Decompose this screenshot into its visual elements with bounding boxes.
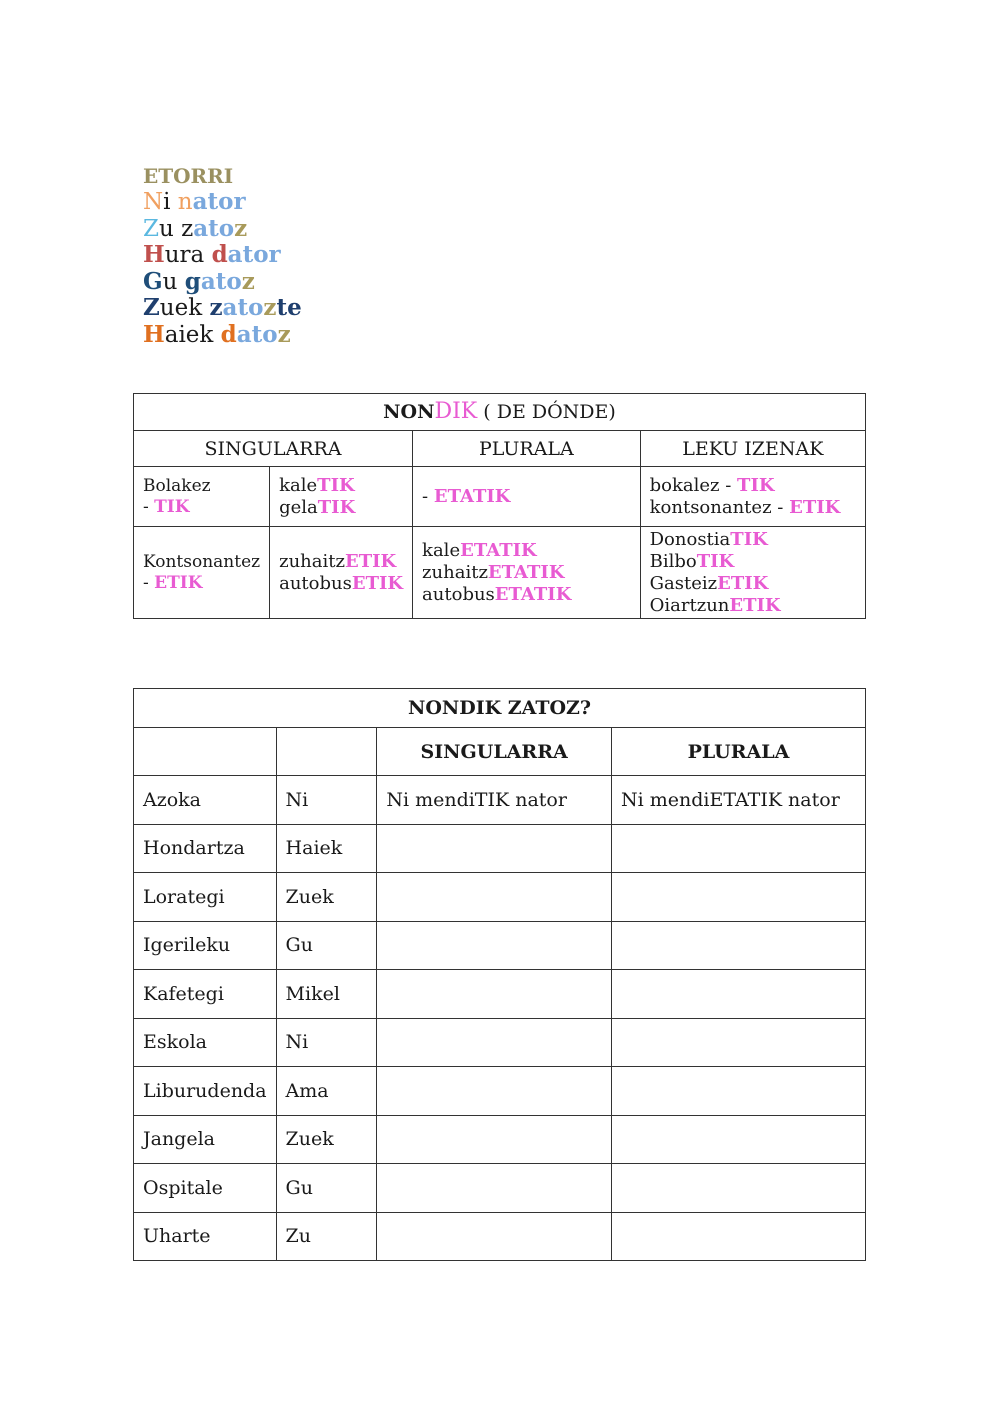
conjugation-row-gu xyxy=(143,269,302,296)
conjugation-part: uek xyxy=(159,295,210,321)
singular-answer-cell[interactable] xyxy=(377,824,612,873)
singular-answer-cell[interactable] xyxy=(377,1018,612,1067)
exercise-row xyxy=(134,873,866,922)
plural-answer-cell[interactable] xyxy=(611,970,865,1019)
conjugation-part: H xyxy=(143,241,165,268)
empty-header xyxy=(134,728,277,776)
col-singular: SINGULARRA xyxy=(377,728,612,776)
subject-cell: Zuek xyxy=(276,1115,377,1164)
singular-answer-cell[interactable] xyxy=(377,873,612,922)
verb-title: ETORRI xyxy=(143,164,234,188)
col-plural: PLURALA xyxy=(413,431,641,467)
conjugation-row-ni xyxy=(143,189,302,216)
place-cell: Hondartza xyxy=(134,824,277,873)
subject-cell: Gu xyxy=(276,1164,377,1213)
rule-label: Kontsonantez - ETIK xyxy=(134,527,270,619)
plural-answer-cell[interactable] xyxy=(611,921,865,970)
nondik-rules-table xyxy=(133,393,866,619)
singular-answer-cell[interactable] xyxy=(377,1164,612,1213)
place-cell: Ospitale xyxy=(134,1164,277,1213)
subject-cell: Mikel xyxy=(276,970,377,1019)
exercise-row xyxy=(134,1067,866,1116)
conjugation-part: z xyxy=(209,294,223,321)
singular-examples: kaleTIK gelaTIK xyxy=(270,467,413,527)
conjugation-part: u z xyxy=(158,215,194,242)
col-plural: PLURALA xyxy=(611,728,865,776)
plural-answer-cell[interactable] xyxy=(611,824,865,873)
conjugation-row-zu xyxy=(143,216,302,243)
subject-cell: Ni xyxy=(276,776,377,825)
col-singular: SINGULARRA xyxy=(134,431,413,467)
conjugation-part: ato xyxy=(236,320,278,348)
exercise-title: NONDIK ZATOZ? xyxy=(134,689,866,728)
conjugation-part: z xyxy=(277,320,291,348)
conjugation-part: ator xyxy=(192,188,246,215)
conjugation-part: Z xyxy=(143,294,160,321)
col-leku-izenak: LEKU IZENAK xyxy=(640,431,865,467)
plural-answer-cell[interactable] xyxy=(611,873,865,922)
plural-rule: - ETATIK xyxy=(413,467,641,527)
exercise-row xyxy=(134,776,866,825)
conjugation-part: aiek xyxy=(164,321,221,348)
subject-cell: Ama xyxy=(276,1067,377,1116)
plural-answer-cell[interactable] xyxy=(611,1212,865,1261)
subject-cell: Ni xyxy=(276,1018,377,1067)
conjugation-part: Z xyxy=(143,215,159,242)
conjugation-part: d xyxy=(220,320,237,348)
leku-rules: bokalez - TIK kontsonantez - ETIK xyxy=(640,467,865,527)
singular-answer-cell[interactable]: Ni mendiTIK nator xyxy=(377,776,612,825)
conjugation-part: ura xyxy=(164,242,212,268)
conjugation-part: N xyxy=(143,189,164,215)
rule-label: Bolakez - TIK xyxy=(134,467,270,527)
plural-answer-cell[interactable]: Ni mendiETATIK nator xyxy=(611,776,865,825)
place-cell: Igerileku xyxy=(134,921,277,970)
place-cell: Jangela xyxy=(134,1115,277,1164)
place-cell: Lorategi xyxy=(134,873,277,922)
conjugation-rows xyxy=(143,189,302,348)
empty-header xyxy=(276,728,377,776)
nondik-zatoz-exercise-table xyxy=(133,688,866,1261)
subject-cell: Gu xyxy=(276,921,377,970)
conjugation-part: z xyxy=(234,214,248,242)
conjugation-part: i xyxy=(163,189,178,215)
rules-table-title: NONDIK ( DE DÓNDE) xyxy=(134,394,866,431)
exercise-row xyxy=(134,1115,866,1164)
conjugation-part: G xyxy=(143,267,163,295)
conjugation-part: ato xyxy=(193,214,235,242)
singular-answer-cell[interactable] xyxy=(377,1212,612,1261)
rule-row-consonant xyxy=(134,527,866,619)
conjugation-row-haiek xyxy=(143,322,302,349)
conjugation-part: u xyxy=(162,268,185,295)
singular-answer-cell[interactable] xyxy=(377,1115,612,1164)
subject-cell: Zuek xyxy=(276,873,377,922)
singular-answer-cell[interactable] xyxy=(377,921,612,970)
place-cell: Liburudenda xyxy=(134,1067,277,1116)
conjugation-part: d xyxy=(211,241,228,268)
singular-answer-cell[interactable] xyxy=(377,1067,612,1116)
conjugation-part: n xyxy=(177,189,193,215)
exercise-row xyxy=(134,824,866,873)
place-cell: Azoka xyxy=(134,776,277,825)
exercise-row xyxy=(134,1164,866,1213)
subject-cell: Zu xyxy=(276,1212,377,1261)
plural-answer-cell[interactable] xyxy=(611,1067,865,1116)
plural-answer-cell[interactable] xyxy=(611,1164,865,1213)
conjugation-block xyxy=(143,163,302,348)
singular-examples: zuhaitzETIK autobusETIK xyxy=(270,527,413,619)
conjugation-part: z xyxy=(241,267,255,295)
conjugation-part: ator xyxy=(227,241,281,268)
conjugation-part: ato xyxy=(222,294,264,321)
singular-answer-cell[interactable] xyxy=(377,970,612,1019)
exercise-row xyxy=(134,921,866,970)
place-cell: Eskola xyxy=(134,1018,277,1067)
leku-examples: DonostiaTIK BilboTIK GasteizETIK OiartzunETIK xyxy=(640,527,865,619)
plural-answer-cell[interactable] xyxy=(611,1115,865,1164)
conjugation-part: g xyxy=(184,267,201,295)
exercise-row xyxy=(134,970,866,1019)
conjugation-part: z xyxy=(263,294,277,321)
conjugation-row-zuek xyxy=(143,295,302,322)
place-cell: Uharte xyxy=(134,1212,277,1261)
rule-row-vowel xyxy=(134,467,866,527)
subject-cell: Haiek xyxy=(276,824,377,873)
plural-answer-cell[interactable] xyxy=(611,1018,865,1067)
conjugation-part: H xyxy=(143,320,165,348)
conjugation-row-hura xyxy=(143,242,302,269)
conjugation-part: ato xyxy=(200,267,242,295)
plural-examples: kaleETATIK zuhaitzETATIK autobusETATIK xyxy=(413,527,641,619)
conjugation-part: te xyxy=(276,294,302,321)
exercise-row xyxy=(134,1212,866,1261)
exercise-row xyxy=(134,1018,866,1067)
place-cell: Kafetegi xyxy=(134,970,277,1019)
